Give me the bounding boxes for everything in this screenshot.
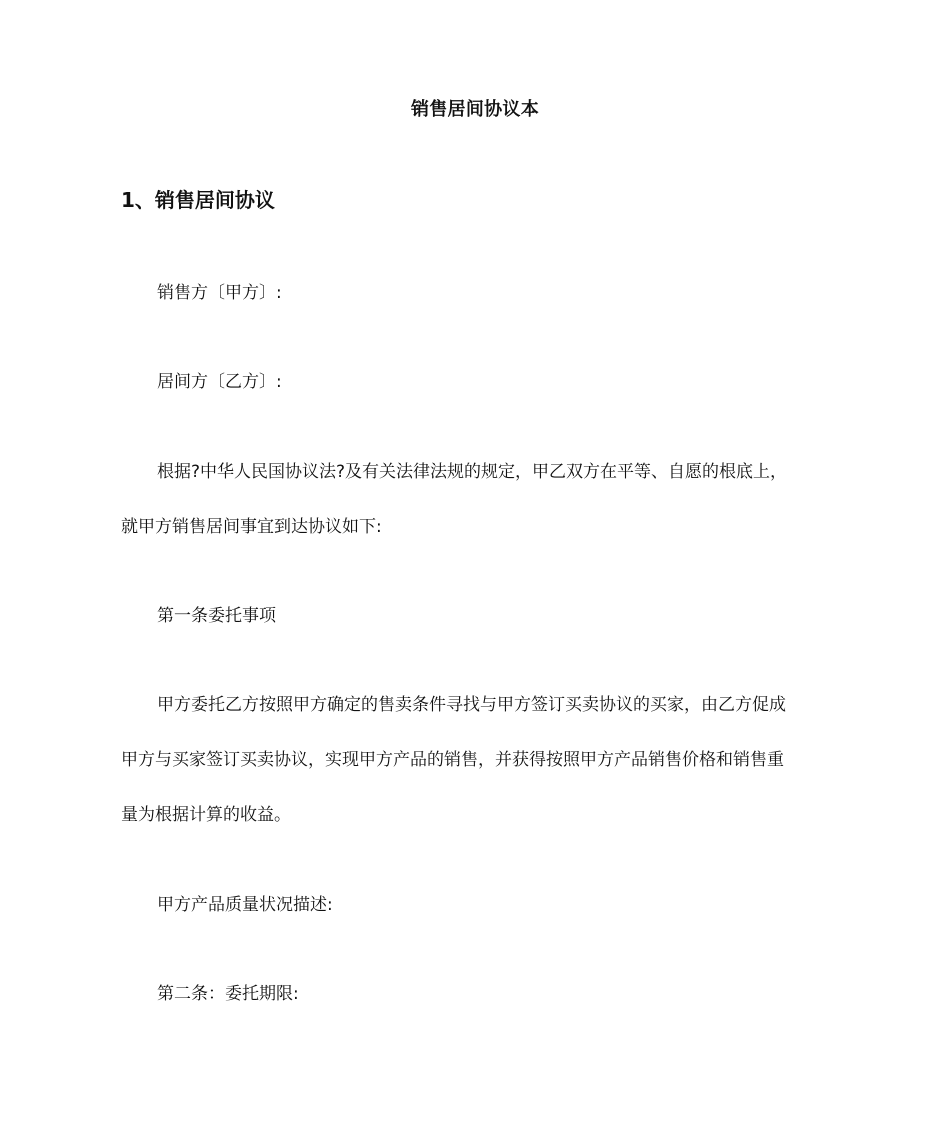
preamble-line-2: 就甲方销售居间事宜到达协议如下: <box>121 517 382 537</box>
article-1-line-1: 甲方委托乙方按照甲方确定的售卖条件寻找与甲方签订买卖协议的买家，由乙方促成 <box>157 695 786 715</box>
article-1-heading: 第一条委托事项 <box>157 606 276 626</box>
quality-label: 甲方产品质量状况描述: <box>157 895 333 915</box>
article-1-line-2: 甲方与买家签订买卖协议，实现甲方产品的销售，并获得按照甲方产品销售价格和销售重 <box>121 750 784 770</box>
article-2-heading: 第二条：委托期限: <box>157 984 299 1004</box>
seller-label: 销售方〔甲方〕: <box>157 283 282 303</box>
broker-field <box>121 355 841 410</box>
article-2-title <box>121 967 841 1022</box>
section-heading: 1、销售居间协议 <box>121 188 275 212</box>
quality-field <box>121 878 841 933</box>
article-1-paragraph <box>121 678 841 843</box>
seller-field <box>121 266 841 321</box>
broker-label: 居间方〔乙方〕: <box>157 372 282 392</box>
document-title: 销售居间协议本 <box>410 99 540 120</box>
article-1-line-3: 量为根据计算的收益。 <box>121 805 291 825</box>
preamble-line-1: 根据?中华人民国协议法?及有关法律法规的规定，甲乙双方在平等、自愿的根底上， <box>157 462 788 482</box>
preamble-paragraph <box>121 445 841 555</box>
article-1-title <box>121 589 841 644</box>
